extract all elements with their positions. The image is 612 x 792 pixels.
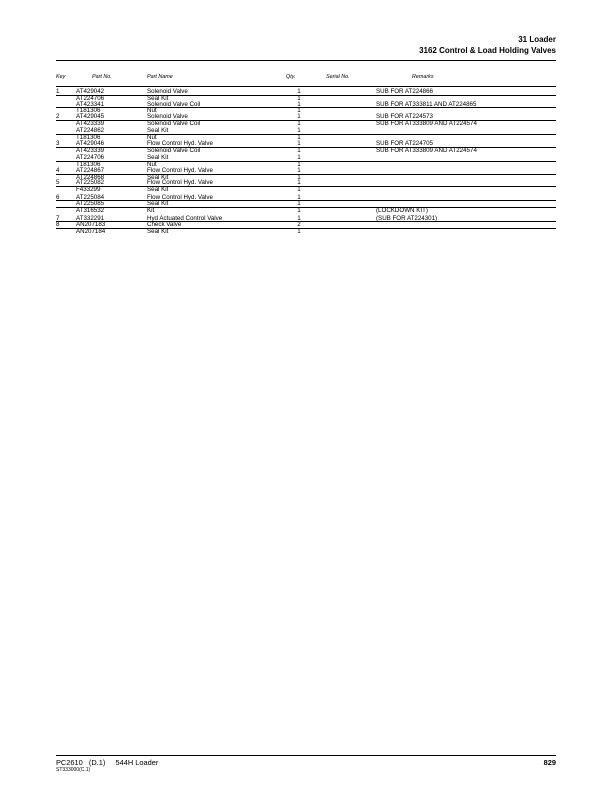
- row-part-number: F433299: [76, 186, 101, 194]
- table-row: [56, 208, 556, 214]
- header-rule: [56, 60, 556, 61]
- row-remarks: SUB FOR AT333809 AND AT224574: [376, 146, 477, 154]
- row-part-number: AT224867: [76, 166, 105, 174]
- column-header-part-no: Part No.: [92, 74, 112, 80]
- row-quantity: 1: [297, 146, 301, 154]
- table-row: [56, 201, 556, 208]
- row-part-number: AT224706: [76, 94, 105, 102]
- row-part-name: Seal Kit: [147, 228, 169, 236]
- table-row: [56, 121, 556, 127]
- column-header-part-name: Part Name: [147, 74, 173, 80]
- row-quantity: 1: [297, 88, 301, 95]
- table-row: [56, 168, 556, 175]
- section-title: 31 Loader: [518, 35, 556, 44]
- footer-document-id: PC2610 (D.1) 544H Loader: [56, 758, 159, 767]
- row-part-name: Kit: [147, 207, 155, 215]
- row-part-number: AT224868: [76, 173, 105, 181]
- row-part-name: Seal Kit: [147, 154, 169, 162]
- table-row: [56, 222, 556, 229]
- row-quantity: 1: [297, 200, 301, 208]
- row-part-number: AT332291: [76, 214, 105, 222]
- row-part-number: T181306: [76, 160, 101, 168]
- row-part-number: T181306: [76, 134, 101, 142]
- table-row: [56, 102, 556, 109]
- row-part-number: AN207184: [76, 228, 106, 236]
- row-remarks: SUB FOR AT333809 AND AT224574: [376, 119, 477, 127]
- row-quantity: 1: [297, 228, 301, 236]
- row-key: 1: [56, 88, 60, 95]
- row-part-name: Nut: [147, 160, 157, 168]
- row-part-name: Flow Control Hyd. Valve: [147, 179, 213, 187]
- row-key: 5: [56, 179, 60, 187]
- row-part-number: AT423339: [76, 146, 105, 154]
- row-key: 2: [56, 113, 60, 121]
- row-part-number: AT225084: [76, 193, 105, 201]
- table-row: [56, 128, 556, 135]
- row-quantity: 2: [297, 221, 301, 229]
- row-quantity: 1: [297, 134, 301, 142]
- row-remarks: SUB FOR AT224573: [376, 113, 433, 121]
- row-key: 6: [56, 193, 60, 201]
- row-part-number: AN207183: [76, 221, 106, 229]
- row-quantity: 1: [297, 94, 301, 102]
- row-part-number: AT316532: [76, 207, 105, 215]
- row-quantity: 1: [297, 107, 301, 115]
- row-part-number: AT429046: [76, 139, 105, 147]
- row-key: 4: [56, 166, 60, 174]
- row-part-name: Seal Kit: [147, 200, 169, 208]
- row-key: 8: [56, 221, 60, 229]
- row-remarks: (SUB FOR AT224301): [376, 214, 438, 222]
- row-part-number: AT429045: [76, 113, 105, 121]
- table-row: [56, 114, 556, 121]
- row-part-number: AT225082: [76, 179, 105, 187]
- row-quantity: 1: [297, 139, 301, 147]
- page-number: 829: [543, 758, 556, 767]
- row-quantity: 1: [297, 207, 301, 215]
- row-key: 3: [56, 139, 60, 147]
- row-quantity: 1: [297, 173, 301, 181]
- row-part-name: Solenoid Valve: [147, 113, 188, 121]
- table-row: [56, 141, 556, 148]
- row-quantity: 1: [297, 127, 301, 135]
- row-part-name: Nut: [147, 134, 157, 142]
- row-part-name: Flow Control Hyd. Valve: [147, 139, 213, 147]
- page-title: 3162 Control & Load Holding Valves: [419, 46, 556, 55]
- row-part-name: Check Valve: [147, 221, 182, 229]
- row-quantity: 1: [297, 179, 301, 187]
- parts-table: [56, 89, 556, 235]
- row-part-name: Seal Kit: [147, 127, 169, 135]
- row-quantity: 1: [297, 193, 301, 201]
- row-part-name: Seal Kit: [147, 173, 169, 181]
- table-row: [56, 89, 556, 96]
- table-row: [56, 229, 556, 235]
- row-part-number: AT429042: [76, 88, 105, 95]
- row-part-name: Solenoid Valve Coil: [147, 146, 201, 154]
- row-quantity: 1: [297, 100, 301, 108]
- row-part-name: Seal Kit: [147, 94, 169, 102]
- row-part-number: AT224706: [76, 154, 105, 162]
- table-row: [56, 155, 556, 162]
- row-part-number: AT423341: [76, 100, 105, 108]
- column-header-remarks: Remarks: [412, 74, 434, 80]
- row-remarks: SUB FOR AT224705: [376, 139, 433, 147]
- column-header-key: Key: [56, 74, 66, 80]
- row-part-number: AT224862: [76, 127, 105, 135]
- table-row: [56, 148, 556, 154]
- row-remarks: SUB FOR AT224866: [376, 88, 433, 95]
- footer-code: ST333000(C.1): [56, 767, 91, 773]
- row-part-name: Nut: [147, 107, 157, 115]
- row-part-number: AT423339: [76, 119, 105, 127]
- row-remarks: SUB FOR AT333811 AND AT224865: [376, 100, 477, 108]
- row-part-name: Flow Control Hyd. Valve: [147, 193, 213, 201]
- row-quantity: 1: [297, 214, 301, 222]
- row-part-name: Seal Kit: [147, 186, 169, 194]
- row-quantity: 1: [297, 160, 301, 168]
- row-quantity: 1: [297, 154, 301, 162]
- table-row: [56, 216, 556, 223]
- row-part-name: Flow Control Hyd. Valve: [147, 166, 213, 174]
- row-part-name: Solenoid Valve: [147, 88, 188, 95]
- row-quantity: 1: [297, 186, 301, 194]
- table-row: [56, 187, 556, 193]
- row-key: 7: [56, 214, 60, 222]
- row-quantity: 1: [297, 113, 301, 121]
- row-quantity: 1: [297, 119, 301, 127]
- table-header-rule: [56, 86, 556, 87]
- column-header-serial-no: Serial No.: [326, 74, 350, 80]
- row-part-name: Solenoid Valve Coil: [147, 100, 201, 108]
- footer-rule: [56, 755, 556, 756]
- table-row: [56, 180, 556, 187]
- table-row: [56, 195, 556, 202]
- row-part-name: Hyd Actuated Control Valve: [147, 214, 223, 222]
- row-part-number: T181306: [76, 107, 101, 115]
- column-header-qty: Qty.: [286, 74, 296, 80]
- row-quantity: 1: [297, 166, 301, 174]
- row-remarks: (LOCKDOWN KIT): [376, 207, 428, 215]
- row-part-name: Solenoid Valve Coil: [147, 119, 201, 127]
- row-part-number: AT225085: [76, 200, 105, 208]
